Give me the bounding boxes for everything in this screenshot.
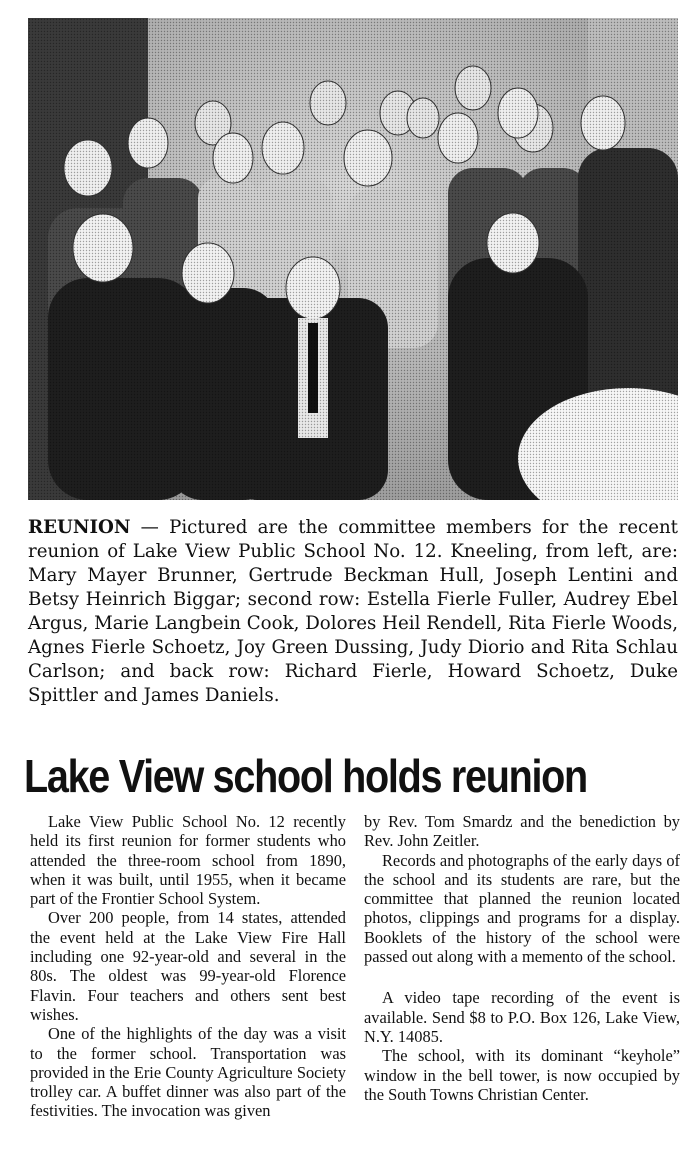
- paragraph: Records and photographs of the early days of the school and its students are rare, but the committee that planned the reunion located photos, clippings and programs for a display. Booklets of the history of the school were passed out along with a memento of the school.: [364, 850, 680, 967]
- paragraph: Over 200 people, from 14 states, attended the event held at the Lake View Fire Hall including one 92-year-old and several in the 80s. The oldest was 99-year-old Florence Flavin. Four teachers and others sent best wishes.: [30, 908, 346, 1024]
- photo-caption: [28, 516, 678, 708]
- caption-lead: REUNION: [28, 517, 131, 538]
- group-photo-image: [28, 18, 678, 500]
- paragraph: Lake View Public School No. 12 recently held its first reunion for former students who attended the three-room school from 1890, when it was built, until 1955, when it became part of the Frontier School System.: [30, 812, 346, 909]
- paragraph: A video tape recording of the event is available. Send $8 to P.O. Box 126, Lake View, N.Y. 14085.: [364, 988, 680, 1046]
- article-headline: Lake View school holds reunion: [24, 750, 587, 802]
- paragraph-continuation: by Rev. Tom Smardz and the benediction by Rev. John Zeitler.: [364, 812, 680, 851]
- article-column-left: [30, 812, 346, 1121]
- paragraph: One of the highlights of the day was a visit to the former school. Transportation was provided in the Erie County Agriculture Society trolley car. A buffet dinner was also part of the festivities. The invocation was given: [30, 1024, 346, 1121]
- article-column-right: [364, 812, 680, 1104]
- group-photo: [28, 18, 678, 500]
- paragraph: The school, with its dominant “keyhole” window in the bell tower, is now occupied by the South Towns Christian Center.: [364, 1046, 680, 1104]
- caption-text: — Pictured are the committee members for the recent reunion of Lake View Public School No. 12. Kneeling, from left, are: Mary Mayer Brunner, Gertrude Beckman Hull, Joseph Lentini and Betsy Heinrich Biggar; second row: Estella Fierle Fuller, Audrey Ebel Argus, Marie Langbein Cook, Dolores Heil Rendell, Rita Fierle Woods, Agnes Fierle Schoetz, Joy Green Dussing, Judy Diorio and Rita Schlau Carlson; and back row: Richard Fierle, Howard Schoetz, Duke Spittler and James Daniels.: [28, 517, 678, 706]
